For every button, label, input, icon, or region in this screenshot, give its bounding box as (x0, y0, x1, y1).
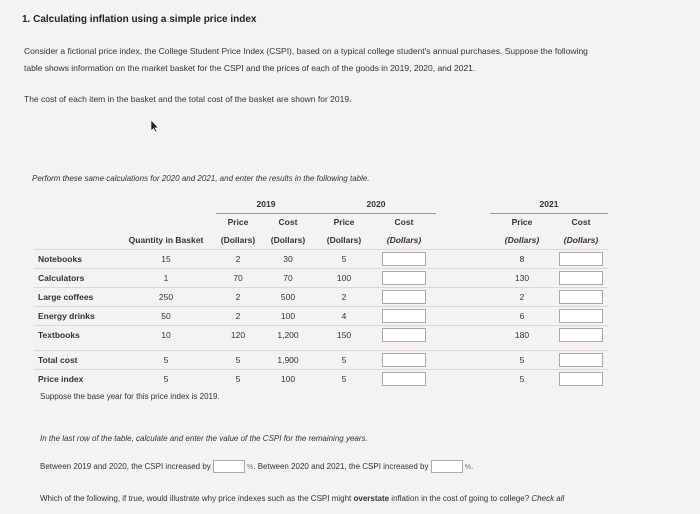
quantity-cell: 5 (116, 370, 216, 389)
row-label: Total cost (34, 351, 116, 370)
price-2020-cell: 2 (316, 288, 372, 307)
row-label: Large coffees (34, 288, 116, 307)
last-row-instruction: In the last row of the table, calculate and enter the value of the CSPI for the remaining years. (40, 434, 368, 443)
dollars-header: (Dollars) (563, 235, 599, 245)
cost-2019-cell: 30 (260, 250, 316, 269)
intro-paragraph (24, 43, 588, 77)
mouse-cursor-icon (148, 119, 160, 133)
intro-line-2: table shows information on the market basket for the CSPI and the prices of each of the goods in 2019, 2020, and 2021. (24, 63, 476, 73)
price-2019-cell: 5 (216, 370, 260, 389)
increase-2020-2021-input[interactable] (431, 460, 463, 473)
cost-2020-input[interactable] (382, 271, 426, 285)
cost-2019-cell: 1,200 (260, 326, 316, 345)
table-row (34, 326, 608, 345)
followup-suffix: inflation in the cost of going to college? (389, 494, 532, 503)
table-row (34, 269, 608, 288)
row-label: Notebooks (34, 250, 116, 269)
price-2021-cell: 5 (490, 351, 554, 370)
index-2021-input[interactable] (559, 372, 603, 386)
cost-2021-input[interactable] (559, 271, 603, 285)
quantity-cell: 1 (116, 269, 216, 288)
price-2019-cell: 5 (216, 351, 260, 370)
price-2019-cell: 70 (216, 269, 260, 288)
cost-header-2020: Cost (394, 217, 414, 228)
percent-sign: % (464, 464, 471, 471)
quantity-cell: 5 (116, 351, 216, 370)
dollars-header: (Dollars) (220, 235, 256, 245)
price-2019-cell: 2 (216, 288, 260, 307)
quantity-cell: 250 (116, 288, 216, 307)
cost-2019-cell: 100 (260, 370, 316, 389)
price-index-row (34, 370, 608, 389)
year-2020-header: 2020 (316, 195, 436, 213)
followup-italic-tail: Check all (531, 494, 565, 503)
increase-text-1: Between 2019 and 2020, the CSPI increased by (40, 462, 211, 471)
price-table (34, 195, 608, 388)
price-2019-cell: 2 (216, 307, 260, 326)
price-2021-cell: 8 (490, 250, 554, 269)
index-2020-input[interactable] (382, 372, 426, 386)
increase-end: . (470, 462, 474, 471)
total-cost-row (34, 351, 608, 370)
price-header-2021: Price (511, 217, 533, 228)
cost-2020-input[interactable] (382, 252, 426, 266)
cost-2019-cell: 70 (260, 269, 316, 288)
question-title: 1. Calculating inflation using a simple price index (22, 14, 257, 25)
dollars-header: (Dollars) (326, 235, 362, 245)
price-2020-cell: 5 (316, 351, 372, 370)
percent-sign: % (247, 464, 254, 471)
price-2021-cell: 5 (490, 370, 554, 389)
dollars-header: (Dollars) (386, 235, 422, 245)
year-2021-header: 2021 (490, 195, 608, 213)
price-2020-cell: 150 (316, 326, 372, 345)
price-2020-cell: 100 (316, 269, 372, 288)
price-2019-cell: 120 (216, 326, 260, 345)
followup-bold: overstate (353, 494, 390, 503)
cost-2019-cell: 100 (260, 307, 316, 326)
cost-2021-input[interactable] (559, 309, 603, 323)
price-header-2019: Price (227, 217, 249, 228)
increase-2019-2020-input[interactable] (213, 460, 245, 473)
row-label: Price index (34, 370, 116, 389)
cost-2021-input[interactable] (559, 252, 603, 266)
cost-2019-cell: 1,900 (260, 351, 316, 370)
dollars-header: (Dollars) (270, 235, 306, 245)
table-row (34, 288, 608, 307)
increase-line (40, 458, 473, 476)
row-label: Textbooks (34, 326, 116, 345)
increase-text-2: . Between 2020 and 2021, the CSPI increased by (253, 462, 429, 471)
base-year-note: Suppose the base year for this price index is 2019. (40, 392, 220, 401)
price-2019-cell: 2 (216, 250, 260, 269)
quantity-cell: 50 (116, 307, 216, 326)
followup-prefix: Which of the following, if true, would illustrate why price indexes such as the CSPI might (40, 494, 354, 503)
quantity-cell: 15 (116, 250, 216, 269)
cost-2021-input[interactable] (559, 328, 603, 342)
year-2019-header: 2019 (216, 195, 316, 213)
cost-header-2019: Cost (278, 217, 298, 228)
table-row (34, 250, 608, 269)
price-2021-cell: 2 (490, 288, 554, 307)
price-2020-cell: 5 (316, 250, 372, 269)
quantity-cell: 10 (116, 326, 216, 345)
row-label: Calculators (34, 269, 116, 288)
cost-2020-input[interactable] (382, 309, 426, 323)
followup-question (40, 490, 564, 507)
quantity-header: Quantity in Basket (128, 235, 204, 245)
price-2020-cell: 4 (316, 307, 372, 326)
price-2021-cell: 130 (490, 269, 554, 288)
price-2021-cell: 180 (490, 326, 554, 345)
dollars-header: (Dollars) (504, 235, 540, 245)
row-label: Energy drinks (34, 307, 116, 326)
cost-2020-input[interactable] (382, 290, 426, 304)
cost-header-2021: Cost (571, 217, 591, 228)
price-header-2020: Price (333, 217, 355, 228)
table-row (34, 307, 608, 326)
instruction-text: Perform these same calculations for 2020 and 2021, and enter the results in the following table. (32, 174, 370, 183)
intro-line-1: Consider a fictional price index, the College Student Price Index (CSPI), based on a typical college student's annual purchases. Suppose the following (24, 46, 588, 56)
cost-2021-input[interactable] (559, 290, 603, 304)
total-cost-2020-input[interactable] (382, 353, 426, 367)
price-2020-cell: 5 (316, 370, 372, 389)
total-cost-2021-input[interactable] (559, 353, 603, 367)
cost-note: The cost of each item in the basket and the total cost of the basket are shown for 2019. (24, 94, 352, 104)
cost-2020-input[interactable] (382, 328, 426, 342)
cost-2019-cell: 500 (260, 288, 316, 307)
price-2021-cell: 6 (490, 307, 554, 326)
